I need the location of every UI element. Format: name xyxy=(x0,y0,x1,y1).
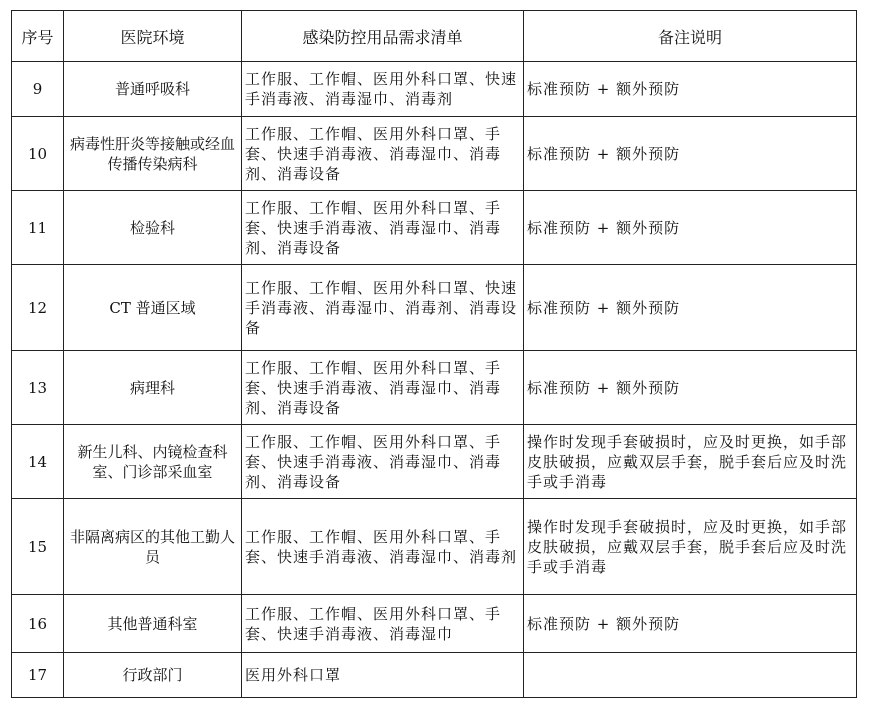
row-no: 13 xyxy=(12,351,64,425)
table-row xyxy=(12,117,857,191)
row-note: 标准预防 + 额外预防 xyxy=(524,351,857,425)
row-env: 病毒性肝炎等接触或经血传播传染病科 xyxy=(64,117,242,191)
table-row xyxy=(12,265,857,351)
row-env: 其他普通科室 xyxy=(64,595,242,653)
row-env: 普通呼吸科 xyxy=(64,62,242,117)
row-list: 医用外科口罩 xyxy=(242,653,524,698)
row-note: 操作时发现手套破损时，应及时更换，如手部皮肤破损，应戴双层手套，脱手套后应及时洗手或手消毒 xyxy=(524,499,857,595)
table-row xyxy=(12,499,857,595)
row-no: 11 xyxy=(12,191,64,265)
row-note xyxy=(524,653,857,698)
header-note: 备注说明 xyxy=(524,11,857,62)
header-env: 医院环境 xyxy=(64,11,242,62)
row-note: 操作时发现手套破损时，应及时更换，如手部皮肤破损，应戴双层手套，脱手套后应及时洗手或手消毒 xyxy=(524,425,857,499)
table-row xyxy=(12,351,857,425)
row-env: 行政部门 xyxy=(64,653,242,698)
requirements-table xyxy=(11,10,857,698)
row-note: 标准预防 + 额外预防 xyxy=(524,595,857,653)
row-env: 新生儿科、内镜检查科室、门诊部采血室 xyxy=(64,425,242,499)
row-note: 标准预防 + 额外预防 xyxy=(524,191,857,265)
row-list: 工作服、工作帽、医用外科口罩、手套、快速手消毒液、消毒湿巾 xyxy=(242,595,524,653)
row-list: 工作服、工作帽、医用外科口罩、手套、快速手消毒液、消毒湿巾、消毒剂、消毒设备 xyxy=(242,425,524,499)
row-env: 非隔离病区的其他工勤人员 xyxy=(64,499,242,595)
row-no: 17 xyxy=(12,653,64,698)
row-note: 标准预防 + 额外预防 xyxy=(524,265,857,351)
header-row xyxy=(12,11,857,62)
row-no: 15 xyxy=(12,499,64,595)
header-list: 感染防控用品需求清单 xyxy=(242,11,524,62)
row-env: CT 普通区域 xyxy=(64,265,242,351)
row-list: 工作服、工作帽、医用外科口罩、手套、快速手消毒液、消毒湿巾、消毒剂、消毒设备 xyxy=(242,351,524,425)
row-list: 工作服、工作帽、医用外科口罩、手套、快速手消毒液、消毒湿巾、消毒剂、消毒设备 xyxy=(242,117,524,191)
table-row xyxy=(12,425,857,499)
row-list: 工作服、工作帽、医用外科口罩、手套、快速手消毒液、消毒湿巾、消毒剂、消毒设备 xyxy=(242,191,524,265)
row-list: 工作服、工作帽、医用外科口罩、快速手消毒液、消毒湿巾、消毒剂 xyxy=(242,62,524,117)
row-note: 标准预防 + 额外预防 xyxy=(524,117,857,191)
row-list: 工作服、工作帽、医用外科口罩、快速手消毒液、消毒湿巾、消毒剂、消毒设备 xyxy=(242,265,524,351)
row-list: 工作服、工作帽、医用外科口罩、手套、快速手消毒液、消毒湿巾、消毒剂 xyxy=(242,499,524,595)
table-row xyxy=(12,653,857,698)
header-no: 序号 xyxy=(12,11,64,62)
row-no: 14 xyxy=(12,425,64,499)
row-no: 12 xyxy=(12,265,64,351)
row-no: 10 xyxy=(12,117,64,191)
table-row xyxy=(12,191,857,265)
row-note: 标准预防 + 额外预防 xyxy=(524,62,857,117)
row-no: 9 xyxy=(12,62,64,117)
table-row xyxy=(12,595,857,653)
row-no: 16 xyxy=(12,595,64,653)
row-env: 病理科 xyxy=(64,351,242,425)
table-row xyxy=(12,62,857,117)
row-env: 检验科 xyxy=(64,191,242,265)
